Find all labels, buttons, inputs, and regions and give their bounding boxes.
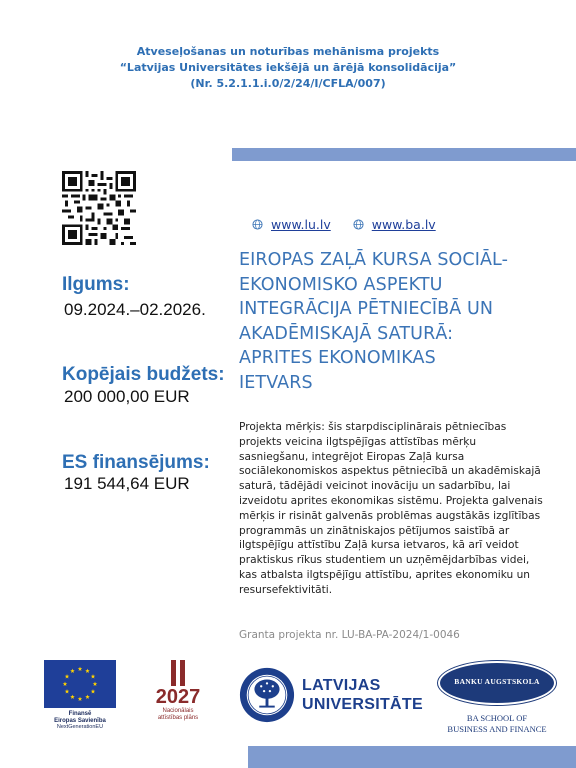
eu-star-icon bbox=[78, 667, 83, 671]
project-header bbox=[0, 44, 576, 92]
eu-caption-line-2: Eiropas Savienība bbox=[54, 717, 106, 724]
lu-logo-line-1: LATVIJAS bbox=[302, 677, 381, 694]
lu-link-text[interactable]: www.lu.lv bbox=[271, 217, 331, 232]
description-line: resursefektivitāti. bbox=[239, 583, 333, 596]
decorative-band-top bbox=[232, 148, 576, 161]
description-line: sociālekonomiskos aspektus pētniecībā un akadēmiskajā bbox=[239, 465, 541, 478]
ba-link-text[interactable]: www.ba.lv bbox=[371, 217, 436, 232]
description-line: izveidotu aprites ekonomikas sistēmu. Projekta galvenais bbox=[239, 494, 543, 507]
description-line: sasniegšanu, integrējot Eiropas Zaļā kursa bbox=[239, 450, 465, 463]
eu-star-icon bbox=[70, 669, 75, 673]
eu-star-icon bbox=[93, 682, 98, 686]
ba-logo-line-2: BUSINESS AND FINANCE bbox=[447, 724, 547, 734]
website-links bbox=[252, 217, 436, 232]
eu-caption bbox=[44, 711, 116, 731]
eu-caption-line-1: Finansē bbox=[68, 711, 92, 717]
decorative-band-bottom bbox=[248, 746, 576, 768]
description-line: projekts veicina ilgtspējīgas attīstības mērķu bbox=[239, 435, 477, 448]
eu-star-icon bbox=[63, 682, 68, 686]
description-line: saturā, tādējādi veicinot inovāciju un sadarbību, lai bbox=[239, 480, 511, 493]
eu-star-icon bbox=[70, 695, 75, 699]
lu-website-link[interactable] bbox=[252, 217, 331, 232]
eu-star-icon bbox=[78, 697, 83, 701]
eu-stars-icon bbox=[44, 660, 116, 708]
globe-icon bbox=[252, 219, 263, 230]
header-line-1: Atveseļošanas un noturības mehānisma projekts bbox=[136, 45, 440, 58]
description-line: Projekta mērķis: šis starpdisciplinārais pētniecības bbox=[239, 421, 507, 433]
budget-label: Kopējais budžets: bbox=[62, 364, 225, 385]
description-line: kas atbalsta ilgtspējīgu attīstību, aprites ekonomiku un bbox=[239, 568, 531, 581]
ba-oval-text: BANKU AUGSTSKOLA bbox=[454, 677, 540, 686]
project-title bbox=[239, 248, 569, 395]
budget-value: 200 000,00 EUR bbox=[64, 387, 190, 406]
lu-logo-line-2: UNIVERSITĀTE bbox=[302, 696, 423, 713]
title-line: IETVARS bbox=[239, 372, 313, 393]
grant-number: Granta projekta nr. LU-BA-PA-2024/1-0046 bbox=[239, 629, 460, 641]
eu-star-icon bbox=[65, 689, 70, 693]
eu-funding-value: 191 544,64 EUR bbox=[64, 474, 190, 493]
eu-star-icon bbox=[85, 695, 90, 699]
project-description bbox=[239, 420, 569, 598]
lu-logo-text bbox=[302, 676, 423, 714]
ba-logo-line-1: BA SCHOOL OF bbox=[466, 713, 528, 723]
title-line: INTEGRĀCIJA PĒTNIECĪBĀ UN bbox=[239, 299, 494, 319]
header-line-3: (Nr. 5.2.1.1.i.0/2/24/I/CFLA/007) bbox=[190, 77, 386, 90]
eu-flag-icon bbox=[44, 660, 116, 708]
eu-caption-line-3: NextGenerationEU bbox=[56, 724, 104, 730]
qr-code-icon[interactable] bbox=[62, 171, 136, 245]
description-line: mērķis ir risināt galvenās problēmas augstākās izglītības bbox=[239, 509, 541, 522]
duration-value: 09.2024.–02.2026. bbox=[64, 300, 206, 319]
nap-caption-line-2: attīstības plāns bbox=[157, 715, 199, 721]
description-line: ilgtspējīgu attīstību Zaļā kursa ietvaros, kā arī veidot bbox=[239, 539, 519, 552]
duration-label: Ilgums: bbox=[62, 274, 130, 295]
nap-caption-line-1: Nacionālais bbox=[162, 708, 194, 714]
ba-logo-text bbox=[432, 713, 562, 735]
nap-year: 2027 bbox=[155, 686, 201, 708]
globe-icon bbox=[353, 219, 364, 230]
ba-website-link[interactable] bbox=[353, 217, 436, 232]
nap-bars-icon bbox=[148, 660, 208, 686]
eu-star-icon bbox=[65, 674, 70, 678]
description-line: praktiskus rīkus studentiem un uzņēmējdarbības videi, bbox=[239, 554, 530, 567]
lu-seal-icon bbox=[238, 666, 296, 724]
header-line-2: “Latvijas Universitātes iekšējā un ārējā konsolidācija” bbox=[119, 61, 457, 74]
eu-funding-logo bbox=[44, 660, 116, 735]
description-line: programmās un zinātniskajos pētījumos saistībā ar bbox=[239, 524, 510, 537]
eu-funding-label: ES finansējums: bbox=[62, 452, 210, 473]
title-line: APRITES EKONOMIKAS bbox=[239, 348, 436, 368]
eu-star-icon bbox=[91, 689, 96, 693]
title-line: EKONOMISKO ASPEKTU bbox=[239, 274, 443, 295]
title-line: EIROPAS ZAĻĀ KURSA SOCIĀL- bbox=[239, 250, 509, 270]
nap-2027-logo bbox=[148, 660, 208, 720]
title-line: AKADĒMISKAJĀ SATURĀ: bbox=[239, 323, 454, 344]
eu-star-icon bbox=[85, 669, 90, 673]
eu-star-icon bbox=[91, 674, 96, 678]
